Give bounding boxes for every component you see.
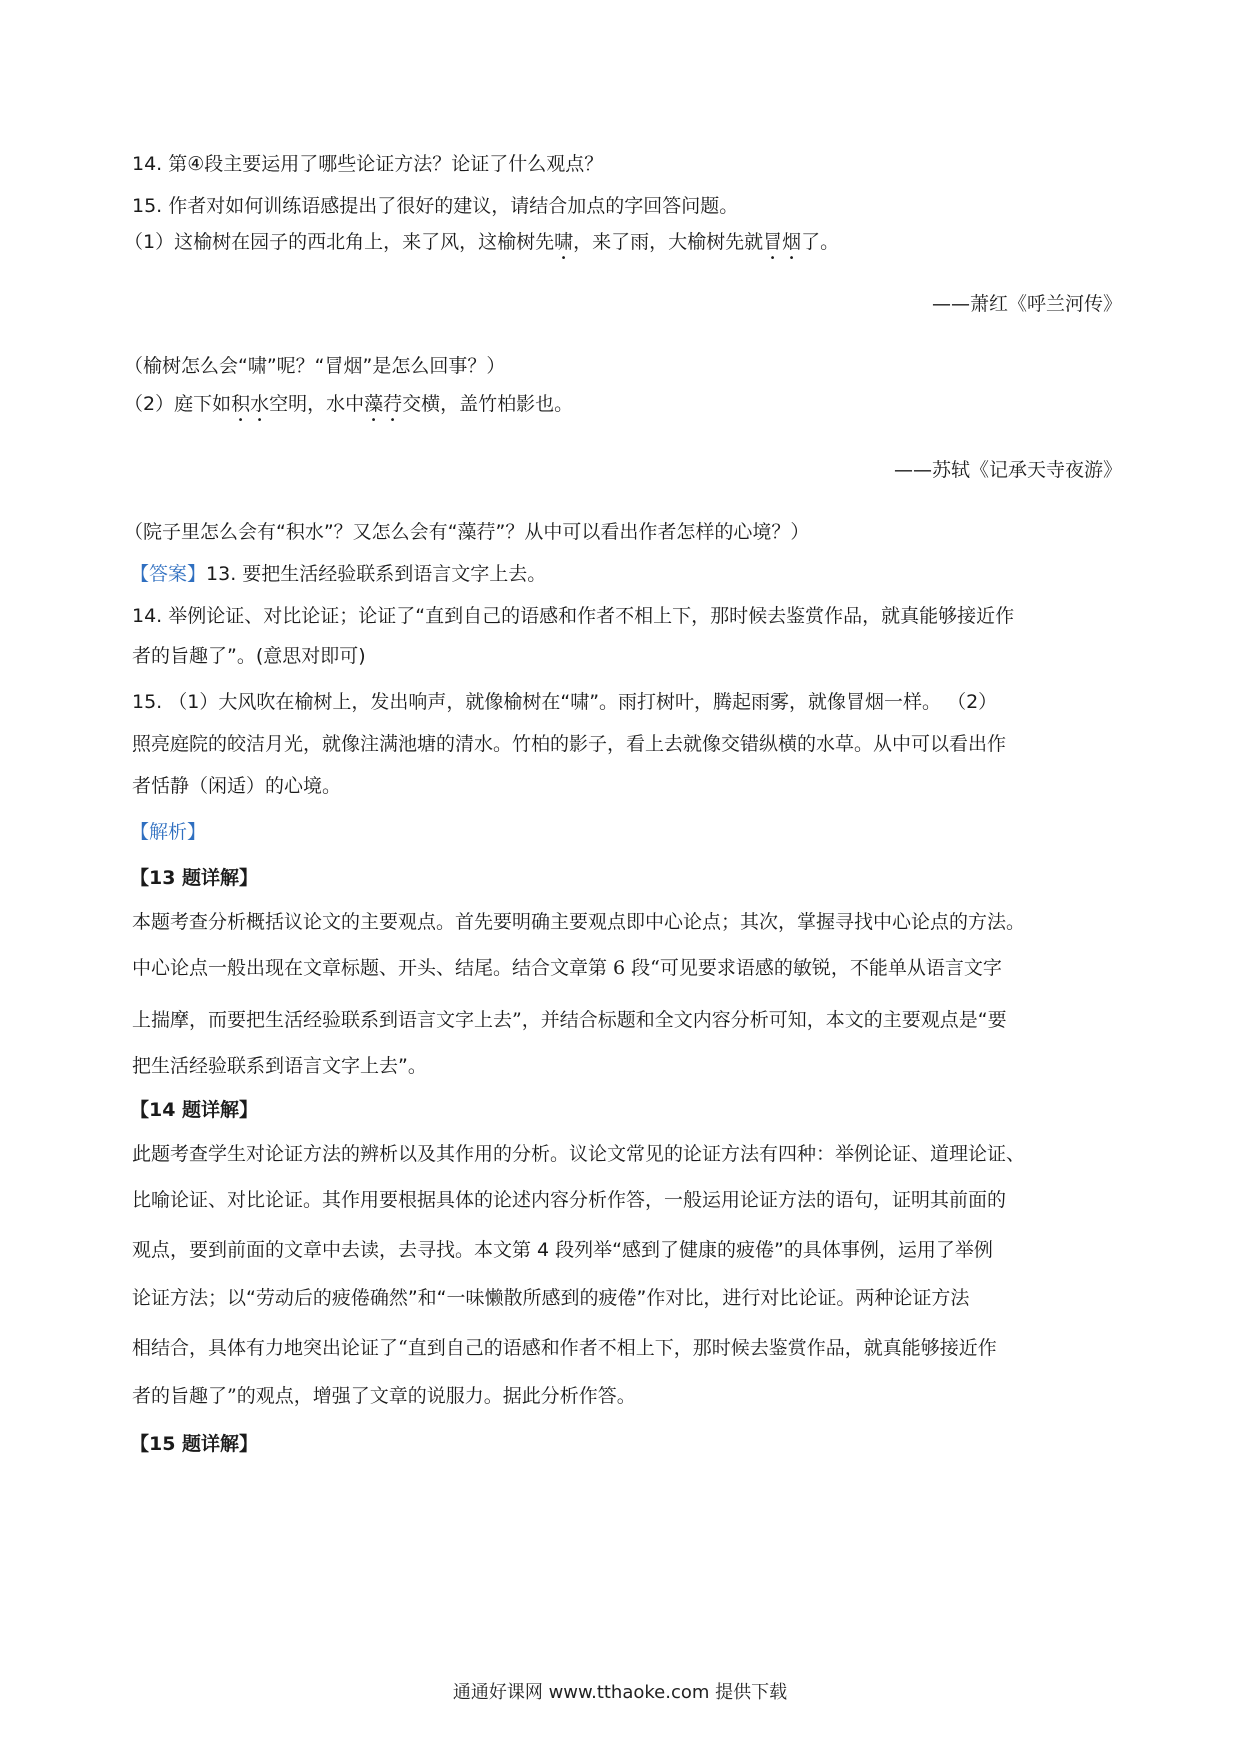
analysis-13-line-4: 把生活经验联系到语言文字上去”。 [132, 1055, 427, 1077]
heading-13-detail: 【13 题详解】 [130, 867, 259, 889]
dotted-word: 积水 [231, 393, 270, 415]
answer-label: 【答案】 [130, 563, 207, 585]
analysis-13-line-3 [132, 1006, 1007, 1034]
answer-14-line-1: 14. 举例论证、对比论证；论证了“直到自己的语感和作者不相上下，那时候去鉴赏作品，就真能够接近作 [132, 605, 1015, 627]
text: （1）这榆树在园子的西北角上，来了风，这榆树先 [124, 231, 555, 253]
analysis-13-line-2 [132, 954, 1002, 982]
analysis-14-line-3: 观点，要到前面的文章中去读，去寻找。本文第 4 段列举“感到了健康的疲倦”的具体事例，运用了举例 [132, 1239, 993, 1261]
text: 相结合，具体有力地突出论证了 [132, 1337, 399, 1359]
quoted-text: 6 段“可见要求语感的敏锐，不能单从语言文字 [607, 957, 1002, 979]
text: 交横，盖竹柏影也。 [402, 393, 574, 415]
analysis-14-line-1: 此题考查学生对论证方法的辨析以及其作用的分析。议论文常见的论证方法有四种：举例论证、道理论证、 [132, 1143, 1026, 1165]
hint-2: （院子里怎么会有“积水”？又怎么会有“藻荇”？从中可以看出作者怎样的心境？） [124, 521, 810, 543]
heading-14-detail: 【14 题详解】 [130, 1099, 259, 1121]
text: ，来了雨，大榆树先就 [573, 231, 764, 253]
dotted-word: 藻荇 [364, 393, 403, 415]
text: （2）庭下如 [124, 393, 232, 415]
footer-credit: 通通好课网 www.tthaoke.com 提供下载 [452, 1682, 788, 1703]
text: 中心论点一般出现在文章标题、开头、结尾。结合文章第 [132, 957, 608, 979]
heading-15-detail: 【15 题详解】 [130, 1433, 259, 1455]
source-xiaohong: ——萧红《呼兰河传》 [931, 293, 1122, 315]
analysis-label: 【解析】 [130, 821, 207, 843]
answer-15-line-1: 15. （1）大风吹在榆树上，发出响声，就像榆树在“啸”。雨打树叶，腾起雨雾，就像冒烟一样。 （2） [132, 691, 998, 713]
answer-13 [130, 560, 546, 588]
dotted-word: 啸 [554, 231, 574, 253]
analysis-14-line-6 [132, 1382, 636, 1410]
question-15: 15. 作者对如何训练语感提出了很好的建议，请结合加点的字回答问题。 [132, 195, 739, 217]
answer-14-line-2: 者的旨趣了”。(意思对即可) [132, 645, 366, 667]
quoted-text: 者的旨趣了” [132, 1385, 237, 1407]
analysis-14-line-2: 比喻论证、对比论证。其作用要根据具体的论述内容分析作答，一般运用论证方法的语句，证明其前面的 [132, 1189, 1007, 1211]
quoted-text: 上揣摩，而要把生活经验联系到语言文字上去” [132, 1009, 522, 1031]
question-14: 14. 第④段主要运用了哪些论证方法？论证了什么观点？ [132, 153, 604, 175]
hint-1: （榆树怎么会“啸”呢？“冒烟”是怎么回事？） [124, 355, 506, 377]
text: ，并结合标题和全文内容分析可知，本文的主要观点是“要 [521, 1009, 1007, 1031]
question-15-part-2 [124, 390, 573, 426]
text: 的观点，增强了文章的说服力。据此分析作答。 [236, 1385, 636, 1407]
source-sushi: ——苏轼《记承天寺夜游》 [893, 459, 1122, 481]
answer-15-line-2: 照亮庭院的皎洁月光，就像注满池塘的清水。竹柏的影子，看上去就像交错纵横的水草。从中可以看出作 [132, 733, 1007, 755]
analysis-13-line-1: 本题考查分析概括议论文的主要观点。首先要明确主要观点即中心论点；其次，掌握寻找中心论点的方法。 [132, 911, 1026, 933]
text: 了。 [801, 231, 840, 253]
analysis-14-line-5 [132, 1334, 997, 1362]
text: 空明，水中 [269, 393, 365, 415]
analysis-14-line-4: 论证方法；以“劳动后的疲倦确然”和“一味懒散所感到的疲倦”作对比，进行对比论证。两种论证方法 [132, 1287, 970, 1309]
dotted-word: 冒烟 [763, 231, 802, 253]
quoted-text: “直到自己的语感和作者不相上下，那时候去鉴赏作品，就真能够接近作 [398, 1337, 997, 1359]
question-15-part-1 [124, 228, 839, 264]
answer-13-text: 13. 要把生活经验联系到语言文字上去。 [206, 563, 547, 585]
answer-15-line-3: 者恬静（闲适）的心境。 [132, 775, 342, 797]
